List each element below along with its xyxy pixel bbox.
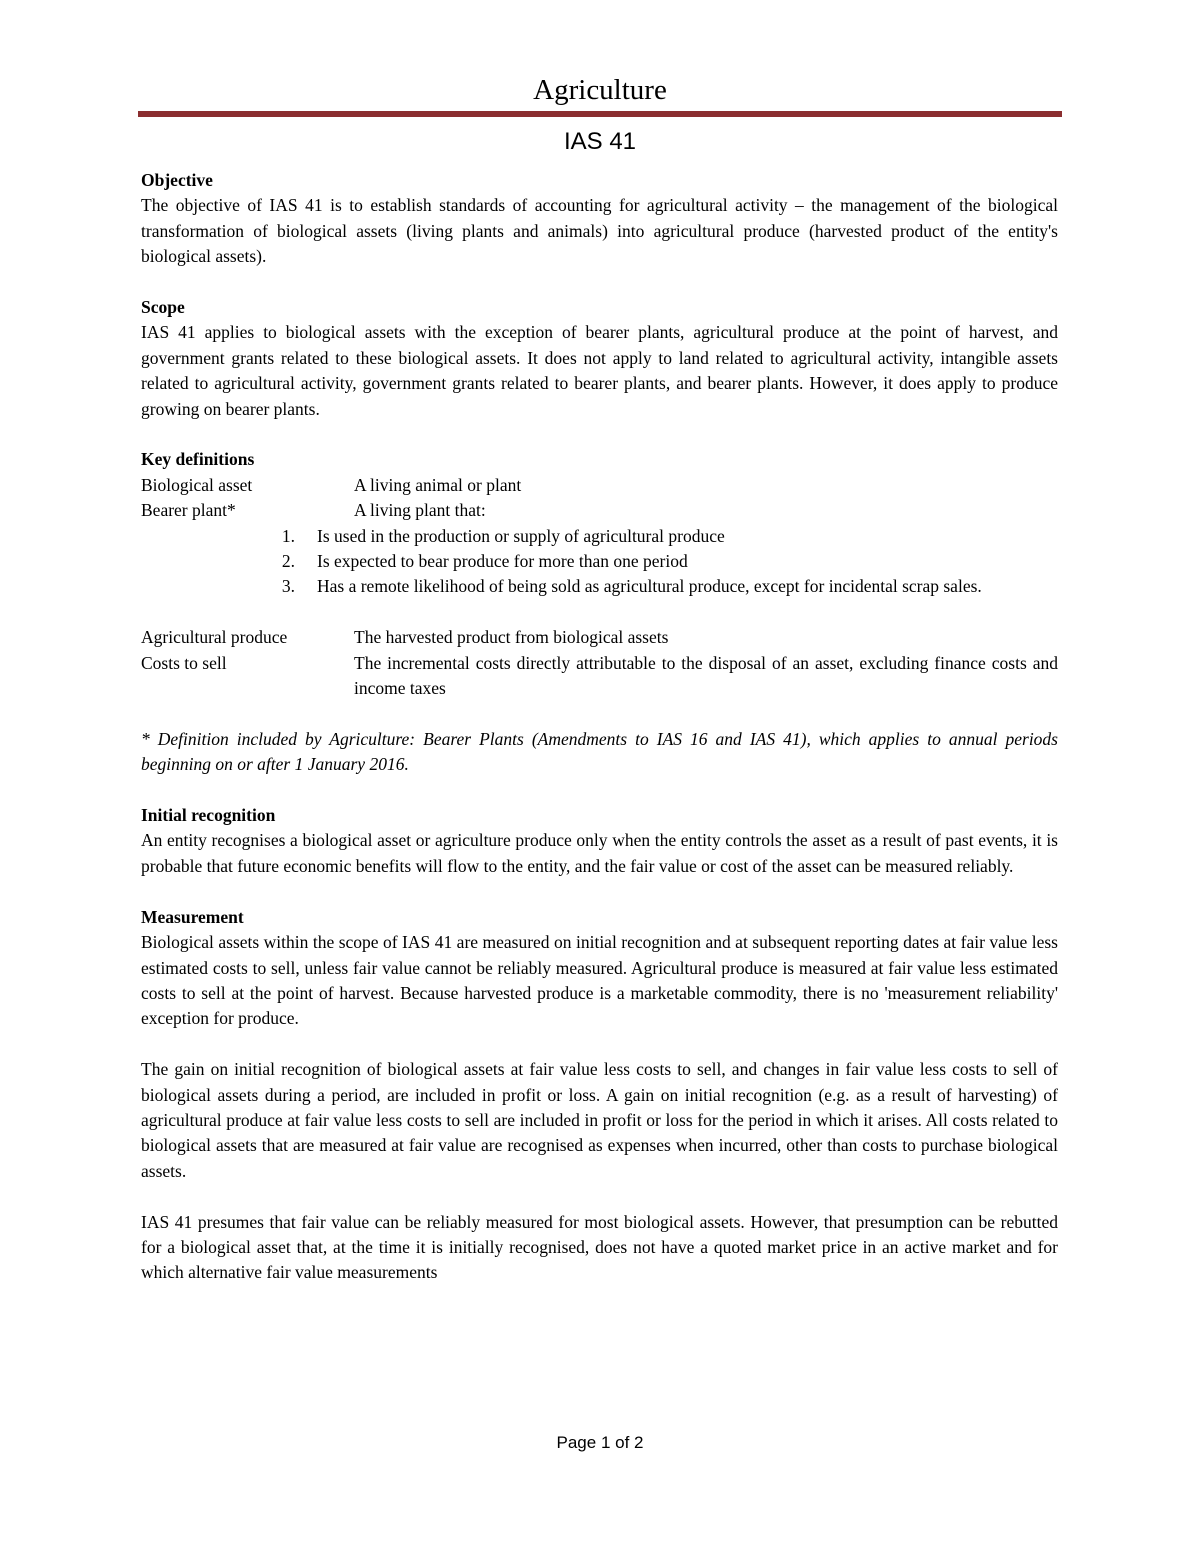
- list-number: 2.: [281, 551, 295, 572]
- document-body: [141, 168, 1058, 1286]
- list-number: 3.: [281, 576, 295, 597]
- definition-term: Costs to sell: [141, 652, 227, 673]
- initial-recognition-heading: Initial recognition: [141, 805, 276, 826]
- objective-heading: Objective: [141, 170, 213, 190]
- list-text: Is used in the production or supply of agricultural produce: [317, 525, 725, 546]
- definition-row: [141, 651, 1058, 702]
- definition-term: Bearer plant*: [141, 500, 236, 521]
- definition-row: [141, 473, 1058, 498]
- measurement-paragraph: Biological assets within the scope of IAS 41 are measured on initial recognition and at subsequent reporting dates at fair value less estimated costs to sell, unless fair value cannot be reliably measured. Agricultural produce is measured at fair value less estimated costs to sell at the point of harvest. Because harvested produce is a marketable commodity, there is no 'measurement reliability' exception for produce.: [141, 932, 1058, 1029]
- page-number: Page 1 of 2: [556, 1433, 644, 1452]
- list-item: [141, 574, 1058, 599]
- definition-row: [141, 625, 1058, 650]
- document-title: IAS 41: [563, 128, 637, 155]
- definition-desc: A living animal or plant: [354, 474, 522, 495]
- list-text: Is expected to bear produce for more than one period: [317, 551, 688, 572]
- definitions-section: [141, 447, 1058, 777]
- measurement-heading: Measurement: [141, 906, 244, 927]
- definition-desc: The harvested product from biological assets: [354, 627, 669, 648]
- measurement-paragraph: The gain on initial recognition of biological assets at fair value less costs to sell, and changes in fair value less costs to sell of biological assets during a period, are included in profit or loss. A gain on initial recognition (e.g. as a result of harvesting) of agricultural produce at fair value less costs to sell are included in profit or loss for the period in which it arises. All costs related to biological assets that are measured at fair value are recognised as expenses when incurred, other than costs to purchase biological assets.: [141, 1059, 1058, 1181]
- definition-desc: A living plant that:: [354, 500, 486, 521]
- list-item: [141, 524, 1058, 549]
- definitions-heading: Key definitions: [141, 449, 255, 470]
- list-item: [141, 549, 1058, 574]
- bearer-plant-criteria: [141, 524, 1058, 600]
- initial-recognition-section: [141, 803, 1058, 879]
- measurement-section: [141, 905, 1058, 1286]
- objective-text: The objective of IAS 41 is to establish standards of accounting for agricultural activity – the management of the biological transformation of biological assets (living plants and animals) into agricultural produce (harvested product of the entity's biological assets).: [141, 195, 1058, 267]
- definition-term: Biological asset: [141, 474, 253, 495]
- scope-section: [141, 295, 1058, 422]
- scope-text: IAS 41 applies to biological assets with the exception of bearer plants, agricultural produce at the point of harvest, and government grants related to these biological assets. It does not apply to land related to agricultural activity, intangible assets related to agricultural activity, government grants related to bearer plants, and bearer plants. However, it does apply to produce growing on bearer plants.: [141, 322, 1058, 419]
- header-title: Agriculture: [533, 74, 667, 106]
- scope-heading: Scope: [141, 297, 185, 318]
- list-text: Has a remote likelihood of being sold as agricultural produce, except for incidental scrap sales.: [317, 576, 982, 597]
- measurement-paragraph: IAS 41 presumes that fair value can be reliably measured for most biological assets. However, that presumption can be rebutted for a biological asset that, at the time it is initially recognised, does not have a quoted market price in an active market and for which alternative fair value measurements: [141, 1211, 1058, 1283]
- list-number: 1.: [281, 525, 295, 546]
- header-divider: [138, 111, 1062, 117]
- definition-footnote: * Definition included by Agriculture: Bearer Plants (Amendments to IAS 16 and IAS 41), which applies to annual periods beginning on or after 1 January 2016.: [141, 728, 1058, 775]
- definition-row: [141, 498, 1058, 523]
- initial-recognition-text: An entity recognises a biological asset or agriculture produce only when the entity controls the asset as a result of past events, it is probable that future economic benefits will flow to the entity, and the fair value or cost of the asset can be measured reliably.: [141, 830, 1058, 876]
- definition-term: Agricultural produce: [141, 627, 288, 648]
- objective-section: [141, 168, 1058, 270]
- definition-desc: The incremental costs directly attributable to the disposal of an asset, excluding finance costs and income taxes: [354, 652, 1058, 699]
